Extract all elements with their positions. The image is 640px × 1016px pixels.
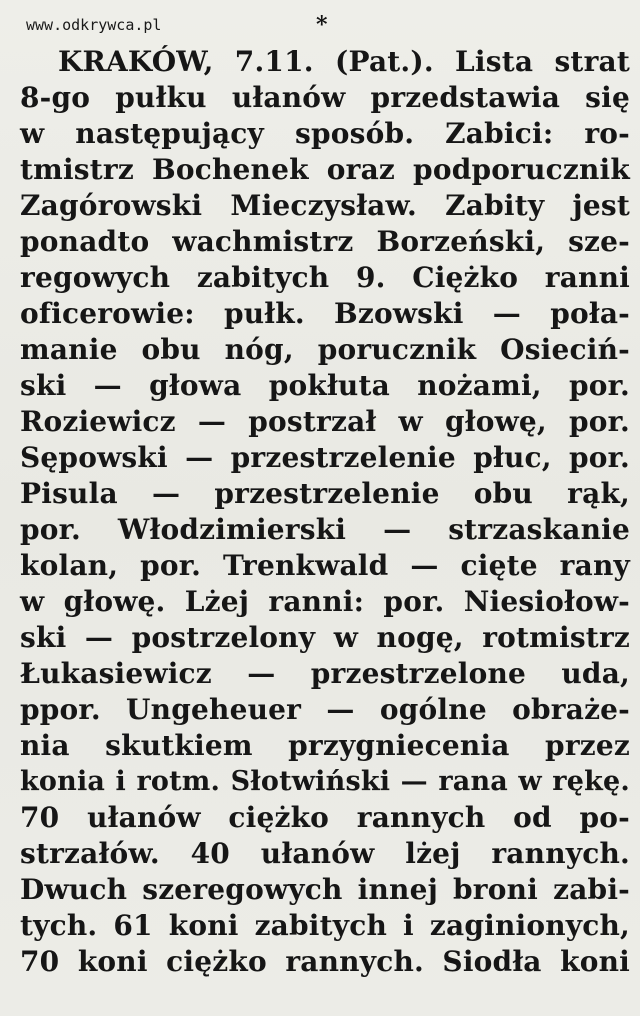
article-line: Pisula — przestrzelenie obu rąk, bbox=[20, 477, 630, 510]
watermark: www.odkrywca.pl bbox=[26, 16, 162, 34]
article-line: Łukasiewicz — przestrzelone uda, bbox=[20, 657, 630, 690]
article-line: strzałów. 40 ułanów lżej rannych. bbox=[20, 837, 630, 870]
article-line: 8-go pułku ułanów przedstawia się bbox=[20, 81, 630, 114]
article-line: 70 koni ciężko rannych. Siodła koni bbox=[20, 945, 630, 978]
article-line: regowych zabitych 9. Ciężko ranni bbox=[20, 261, 630, 294]
article-line: w głowę. Lżej ranni: por. Niesiołow- bbox=[20, 585, 630, 618]
article-line: kolan, por. Trenkwald — cięte rany bbox=[20, 549, 630, 582]
ornament-asterisk: * bbox=[316, 12, 328, 38]
article-line: ponadto wachmistrz Borzeński, sze- bbox=[20, 225, 630, 258]
article-line: ski — postrzelony w nogę, rotmistrz bbox=[20, 621, 630, 654]
article-line: Zagórowski Mieczysław. Zabity jest bbox=[20, 189, 630, 222]
article-line: nia skutkiem przygniecenia przez bbox=[20, 729, 630, 762]
article-line: Dwuch szeregowych innej broni zabi- bbox=[20, 873, 630, 906]
article-line: tych. 61 koni zabitych i zaginionych, bbox=[20, 909, 630, 942]
article-line: Roziewicz — postrzał w głowę, por. bbox=[20, 405, 630, 438]
article-line: manie obu nóg, porucznik Osieciń- bbox=[20, 333, 630, 366]
article-line: ski — głowa pokłuta nożami, por. bbox=[20, 369, 630, 402]
article-line: oficerowie: pułk. Bzowski — poła- bbox=[20, 297, 630, 330]
article-line: Sępowski — przestrzelenie płuc, por. bbox=[20, 441, 630, 474]
article-line: 70 ułanów ciężko rannych od po- bbox=[20, 801, 630, 834]
article-line: por. Włodzimierski — strzaskanie bbox=[20, 513, 630, 546]
article-line: w następujący sposób. Zabici: ro- bbox=[20, 117, 630, 150]
article-line: konia i rotm. Słotwiński — rana w rękę. bbox=[20, 766, 630, 797]
article-line: ppor. Ungeheuer — ogólne obraże- bbox=[20, 693, 630, 726]
article-line: KRAKÓW, 7.11. (Pat.). Lista strat bbox=[58, 45, 630, 78]
article-line: tmistrz Bochenek oraz podporucznik bbox=[20, 153, 630, 186]
